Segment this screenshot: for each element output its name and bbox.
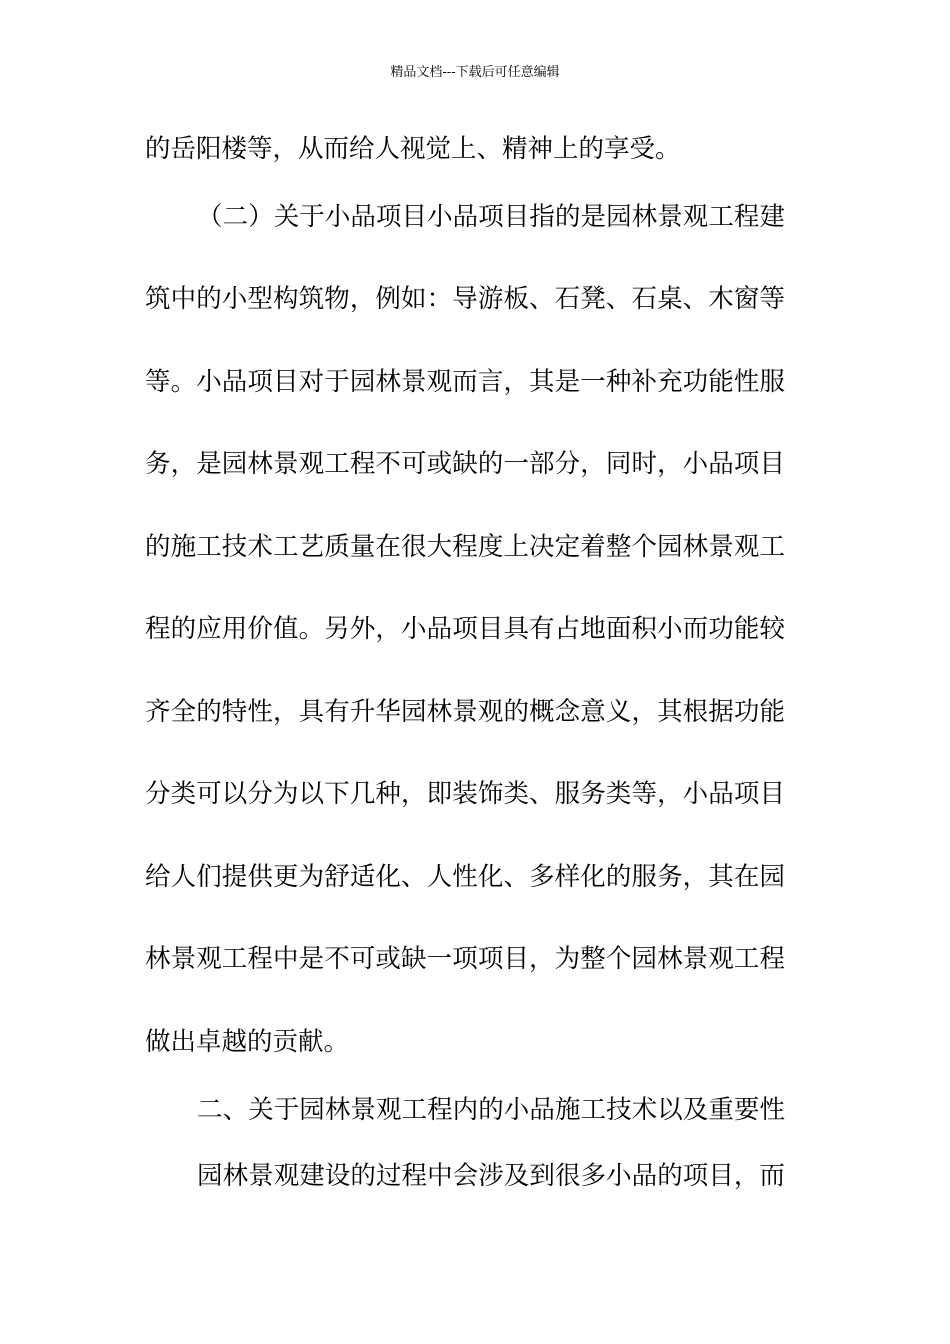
- paragraph-line: 园林景观建设的过程中会涉及到很多小品的项目，而: [197, 1161, 785, 1191]
- paragraph-line: 的岳阳楼等，从而给人视觉上、精神上的享受。: [145, 134, 681, 164]
- paragraph-line: 林景观工程中是不可或缺一项项目，为整个园林景观工程: [145, 944, 785, 974]
- paragraph-line: 的施工技术工艺质量在很大程度上决定着整个园林景观工: [145, 532, 785, 562]
- section-heading-line: 二、关于园林景观工程内的小品施工技术以及重要性: [197, 1095, 785, 1125]
- paragraph-line: 分类可以分为以下几种，即装饰类、服务类等，小品项目: [145, 779, 785, 809]
- paragraph-line: 程的应用价值。另外，小品项目具有占地面积小而功能较: [145, 614, 785, 644]
- paragraph-line: 给人们提供更为舒适化、人性化、多样化的服务，其在园: [145, 862, 785, 892]
- paragraph-line: 等。小品项目对于园林景观而言，其是一种补充功能性服: [145, 367, 785, 397]
- paragraph-line: 做出卓越的贡献。: [145, 1027, 350, 1057]
- page-header: 精品文档---下载后可任意编辑: [390, 65, 560, 80]
- paragraph-line: 务，是园林景观工程不可或缺的一部分，同时，小品项目: [145, 449, 785, 479]
- paragraph-line: 筑中的小型构筑物，例如：导游板、石凳、石桌、木窗等: [145, 284, 785, 314]
- paragraph-line: 齐全的特性，具有升华园林景观的概念意义，其根据功能: [145, 697, 785, 727]
- section-heading-line: （二）关于小品项目小品项目指的是园林景观工程建: [197, 202, 785, 232]
